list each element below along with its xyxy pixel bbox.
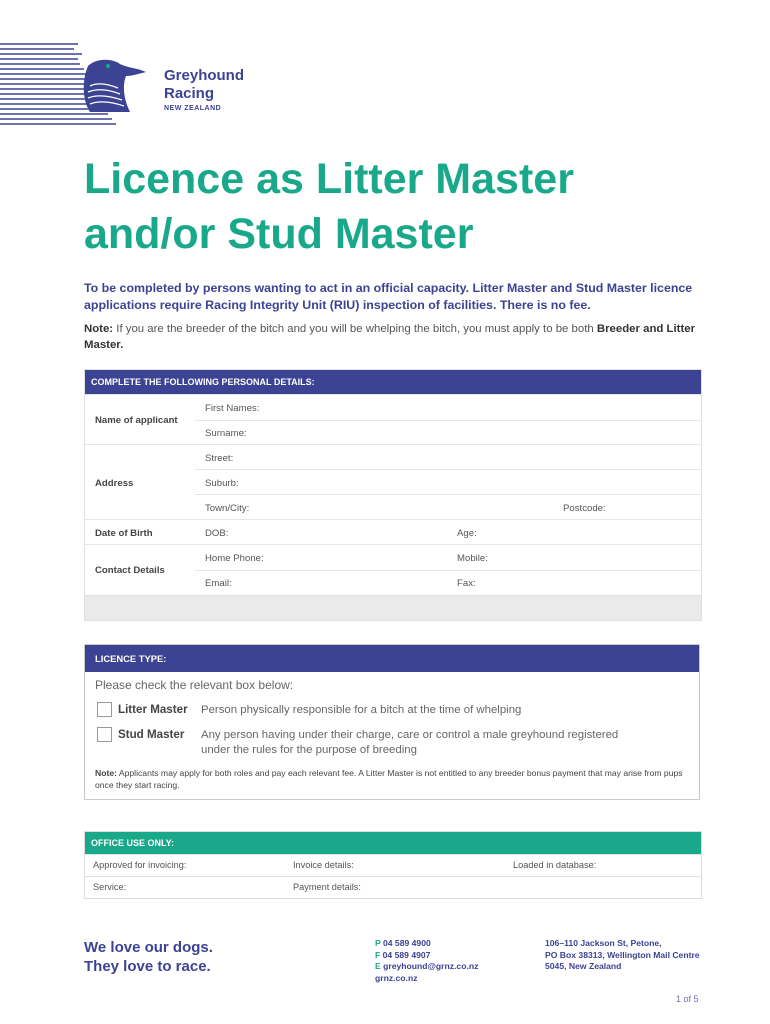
office-use-header: OFFICE USE ONLY: [85, 832, 701, 854]
litter-master-checkbox[interactable] [97, 702, 112, 717]
slogan [84, 938, 213, 976]
dob-row [85, 519, 701, 544]
town-field[interactable]: Town/City: [205, 503, 250, 514]
dob-label: Date of Birth [95, 528, 153, 539]
approved-field[interactable]: Approved for invoicing: [93, 860, 187, 870]
email-key: E [375, 961, 381, 971]
page-number: 1 of 5 [676, 994, 699, 1004]
note-bold-end: Breeder and Litter Master. [84, 323, 696, 351]
address-block [545, 938, 700, 973]
licence-note-text: Applicants may apply for both roles and pay each relevant fee. A Litter Master is not entitled to any breeder bonus payment that may arise from pups once they start racing. [95, 768, 683, 790]
suburb-field[interactable]: Suburb: [205, 478, 239, 489]
office-row-1 [85, 854, 701, 876]
street-field[interactable]: Street: [205, 453, 234, 464]
personal-table-footer [85, 595, 701, 620]
licence-note [95, 767, 695, 791]
invoice-field[interactable]: Invoice details: [293, 860, 354, 870]
breeder-note [84, 321, 704, 353]
licence-type-header: LICENCE TYPE: [85, 645, 699, 672]
name-label: Name of applicant [95, 415, 178, 426]
litter-master-desc: Person physically responsible for a bitch at the time of whelping [201, 704, 522, 716]
stud-master-desc-2: under the rules for the purpose of breeding [201, 744, 417, 756]
address-line-1: 106–110 Jackson St, Petone, [545, 938, 662, 948]
logo-text-greyhound: Greyhound [164, 67, 245, 84]
website-link[interactable]: grnz.co.nz [375, 972, 418, 983]
licence-type-box [84, 644, 700, 800]
note-text: If you are the breeder of the bitch and you will be whelping the bitch, you must apply to be both [113, 323, 597, 335]
litter-master-label: Litter Master [118, 703, 188, 716]
stud-master-desc-1: Any person having under their charge, care or control a male greyhound registered [201, 729, 619, 741]
personal-details-table [84, 369, 702, 621]
first-names-field[interactable]: First Names: [205, 403, 260, 414]
fax-number: 04 589 4907 [382, 949, 431, 960]
age-field[interactable]: Age: [457, 528, 477, 539]
office-use-table [84, 831, 702, 899]
title-line-1: Licence as Litter Master [84, 155, 574, 203]
phone-number[interactable]: 04 589 4900 [382, 938, 431, 948]
logo-text-nz: NEW ZEALAND [164, 105, 222, 112]
service-field[interactable]: Service: [93, 882, 127, 892]
slogan-line-1: We love our dogs. [84, 939, 213, 956]
address-line-2: PO Box 38313, Wellington Mail Centre [545, 949, 700, 960]
contact-label: Contact Details [95, 565, 165, 576]
slogan-line-2: They love to race. [84, 958, 211, 975]
fax-field[interactable]: Fax: [457, 578, 476, 589]
greyhound-logo-icon [78, 56, 164, 116]
intro-text: To be completed by persons wanting to act in an official capacity. Litter Master and Stud Master licence applications require Racing Integrity Unit (RIU) inspection of facilities. There is no fee. [84, 281, 693, 312]
dob-field[interactable]: DOB: [205, 528, 229, 539]
title-line-2: and/or Stud Master [84, 210, 474, 258]
logo-text-racing: Racing [164, 85, 215, 102]
contact-row [85, 544, 701, 595]
fax-key: F [375, 949, 381, 960]
name-row [85, 394, 701, 444]
page-title [84, 152, 704, 262]
personal-details-header: COMPLETE THE FOLLOWING PERSONAL DETAILS: [85, 370, 701, 394]
address-row [85, 444, 701, 519]
home-phone-field[interactable]: Home Phone: [205, 553, 264, 564]
surname-field[interactable]: Surname: [205, 428, 247, 439]
mobile-field[interactable]: Mobile: [457, 553, 488, 564]
phone-key: P [375, 938, 381, 948]
payment-field[interactable]: Payment details: [293, 882, 361, 892]
postcode-field[interactable]: Postcode: [563, 503, 606, 514]
stud-master-label: Stud Master [118, 728, 185, 741]
email-link[interactable]: greyhound@grnz.co.nz [383, 961, 479, 971]
office-row-2 [85, 876, 701, 898]
contact-block [375, 938, 478, 984]
licence-prompt: Please check the relevant box below: [95, 678, 294, 692]
note-label: Note: [84, 323, 114, 335]
address-line-3: 5045, New Zealand [545, 961, 622, 971]
email-field[interactable]: Email: [205, 578, 232, 589]
loaded-field[interactable]: Loaded in database: [513, 860, 597, 870]
address-label: Address [95, 478, 134, 489]
stud-master-checkbox[interactable] [97, 727, 112, 742]
licence-note-label: Note: [95, 768, 117, 778]
